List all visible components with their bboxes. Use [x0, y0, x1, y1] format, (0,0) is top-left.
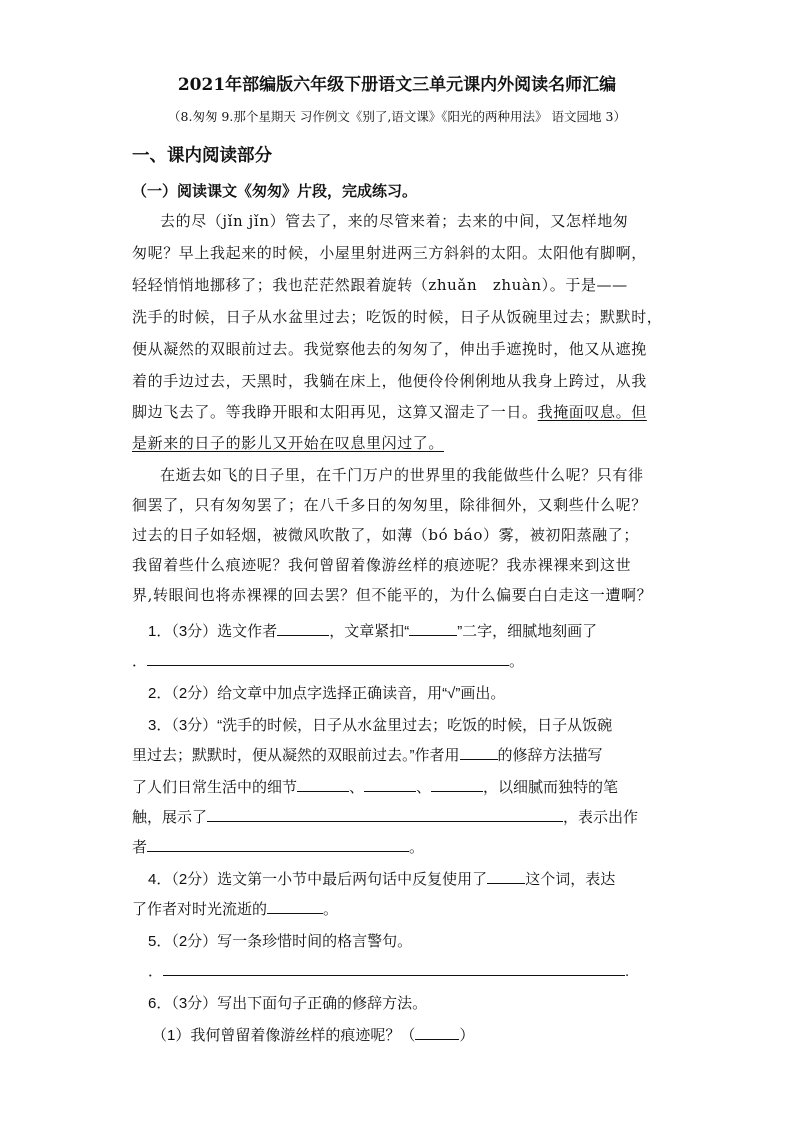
- document-title: 2021年部编版六年级下册语文三单元课内外阅读名师汇编: [177, 75, 617, 95]
- passage-line: [132, 432, 444, 453]
- passage-line: 洗手的时候，日子从水盆里过去；吃饭的时候，日子从饭碗里过去；默默时，: [132, 308, 663, 326]
- section-heading: 一、课内阅读部分: [132, 145, 272, 165]
- answer-blank[interactable]: [415, 1025, 459, 1040]
- question-3: 3．（3分）“洗手的时候，日子从水盆里过去；吃饭的时候，日子从饭碗: [148, 717, 613, 734]
- answer-blank[interactable]: [460, 745, 498, 760]
- question-1-answer-line: ． 。: [132, 653, 525, 670]
- underlined-sentence: 是新来的日子的影儿又开始在叹息里闪过了。: [132, 434, 445, 452]
- underlined-sentence: 我掩面叹息。但: [537, 403, 647, 421]
- question-6-sub-1: （1）我何曾留着像游丝样的痕迹呢？（ ）: [152, 1027, 475, 1044]
- passage-line: 便从凝然的双眼前过去。我觉察他去的匆匆了，伸出手遮挽时，他又从遮挽: [132, 340, 647, 358]
- passage-line: 界,转眼间也将赤裸裸的回去罢？但不能平的，为什么偏要白白走这一遭啊？: [132, 586, 653, 604]
- passage-line: [132, 401, 647, 422]
- answer-blank[interactable]: [297, 777, 349, 792]
- question-1: 1．（3分）选文作者 ，文章紧扣“ ”二字，细腻地刻画了: [148, 623, 598, 640]
- passage-line: 着的手边过去，天黑时，我躺在床上，他便伶伶俐俐地从我身上跨过，从我: [132, 372, 647, 390]
- answer-blank[interactable]: [147, 837, 409, 852]
- question-4: 4．（2分）选文第一小节中最后两句话中反复使用了 这个词，表达: [148, 871, 616, 888]
- answer-blank[interactable]: [163, 961, 625, 976]
- passage-text: 脚边飞去了。等我睁开眼和太阳再见，这算又溜走了一日。: [132, 403, 538, 421]
- question-5: 5．（2分）写一条珍惜时间的格言警句。: [148, 933, 413, 950]
- passage-line: 徊罢了，只有匆匆罢了；在八千多日的匆匆里，除徘徊外，又剩些什么呢？: [132, 496, 647, 514]
- answer-blank[interactable]: [409, 621, 457, 636]
- answer-blank[interactable]: [277, 621, 329, 636]
- question-3-line: 里过去；默默时，便从凝然的双眼前过去。”作者用 的修辞方法描写: [132, 747, 603, 764]
- section-subheading: （一）阅读课文《匆匆》片段，完成练习。: [132, 183, 418, 200]
- question-2: 2．（2分）给文章中加点字选择正确读音，用“√”画出。: [148, 685, 506, 702]
- question-4-line: 了作者对时光流逝的 。: [132, 901, 339, 918]
- document-subtitle: （8.匆匆 9.那个星期天 习作例文《别了,语文课》《阳光的两种用法》 语文园地 3）: [168, 109, 626, 124]
- passage-line: 匆呢？早上我起来的时候，小屋里射进两三方斜斜的太阳。太阳他有脚啊，: [132, 244, 647, 262]
- question-3-line: 了人们日常生活中的细节 、 、 ，以细腻而独特的笔: [132, 779, 619, 796]
- passage-line: 我留着些什么痕迹呢？我何曾留着像游丝样的痕迹呢？我赤裸裸来到这世: [132, 556, 632, 574]
- passage-line: 轻轻悄悄地挪移了；我也茫茫然跟着旋转（zhuǎn zhuàn）。于是——: [132, 276, 628, 294]
- passage-line: 去的尽（jǐn jǐn）管去了，来的尽管来着；去来的中间，又怎样地匆: [160, 212, 629, 230]
- answer-blank[interactable]: [364, 777, 416, 792]
- passage-line: 在逝去如飞的日子里，在千门万户的世界里的我能做些什么呢？只有徘: [160, 466, 644, 484]
- question-6: 6．（3分）写出下面句子正确的修辞方法。: [148, 995, 428, 1012]
- answer-blank[interactable]: [267, 899, 323, 914]
- answer-blank[interactable]: [431, 777, 483, 792]
- question-5-answer-line: ． .: [148, 963, 630, 980]
- answer-blank[interactable]: [487, 869, 525, 884]
- answer-blank[interactable]: [147, 651, 509, 666]
- question-3-line: 者 。: [132, 839, 425, 856]
- passage-line: 过去的日子如轻烟，被微风吹散了，如薄（bó báo）雾，被初阳蒸融了；: [132, 526, 639, 544]
- question-3-line: 触，展示了 ，表示出作: [132, 809, 639, 826]
- answer-blank[interactable]: [207, 807, 563, 822]
